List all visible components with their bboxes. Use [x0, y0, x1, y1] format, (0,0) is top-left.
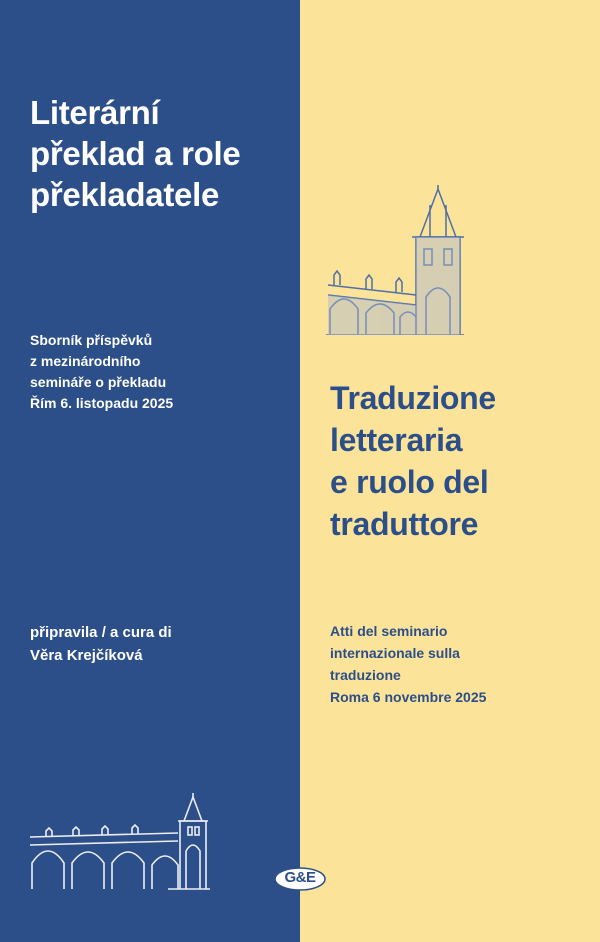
- publisher-logo-icon: [273, 866, 327, 892]
- italian-subtitle-line: internazionale sulla: [330, 645, 460, 661]
- italian-title-line: Traduzione: [330, 380, 496, 416]
- czech-title-line: překladatele: [30, 176, 220, 213]
- editor-credit-line: připravila / a cura di: [30, 624, 172, 641]
- italian-subtitle-line: traduzione: [330, 667, 401, 683]
- czech-title-line: překlad a role: [30, 135, 241, 172]
- czech-title: [30, 92, 290, 215]
- czech-subtitle-line: Řím 6. listopadu 2025: [30, 395, 174, 411]
- italian-title-line: letteraria: [330, 422, 463, 458]
- czech-subtitle: [30, 330, 270, 414]
- czech-title-line: Literární: [30, 94, 160, 131]
- editor-name: Věra Krejčíková: [30, 647, 143, 664]
- czech-subtitle-line: Sborník příspěvků: [30, 332, 153, 348]
- italian-title-line: traduttore: [330, 506, 479, 542]
- bridge-tower-drawing-icon: [326, 185, 464, 335]
- bridge-tower-drawing-icon: [28, 793, 210, 890]
- czech-subtitle-line: z mezinárodního: [30, 353, 141, 369]
- italian-title: [330, 377, 590, 545]
- czech-subtitle-line: semináře o překladu: [30, 374, 167, 390]
- editor-credit: [30, 621, 280, 667]
- publisher-logo-text: G&E: [284, 869, 316, 886]
- italian-title-line: e ruolo del: [330, 464, 489, 500]
- italian-subtitle-line: Atti del seminario: [330, 623, 448, 639]
- italian-subtitle: [330, 620, 570, 708]
- italian-subtitle-line: Roma 6 novembre 2025: [330, 689, 487, 705]
